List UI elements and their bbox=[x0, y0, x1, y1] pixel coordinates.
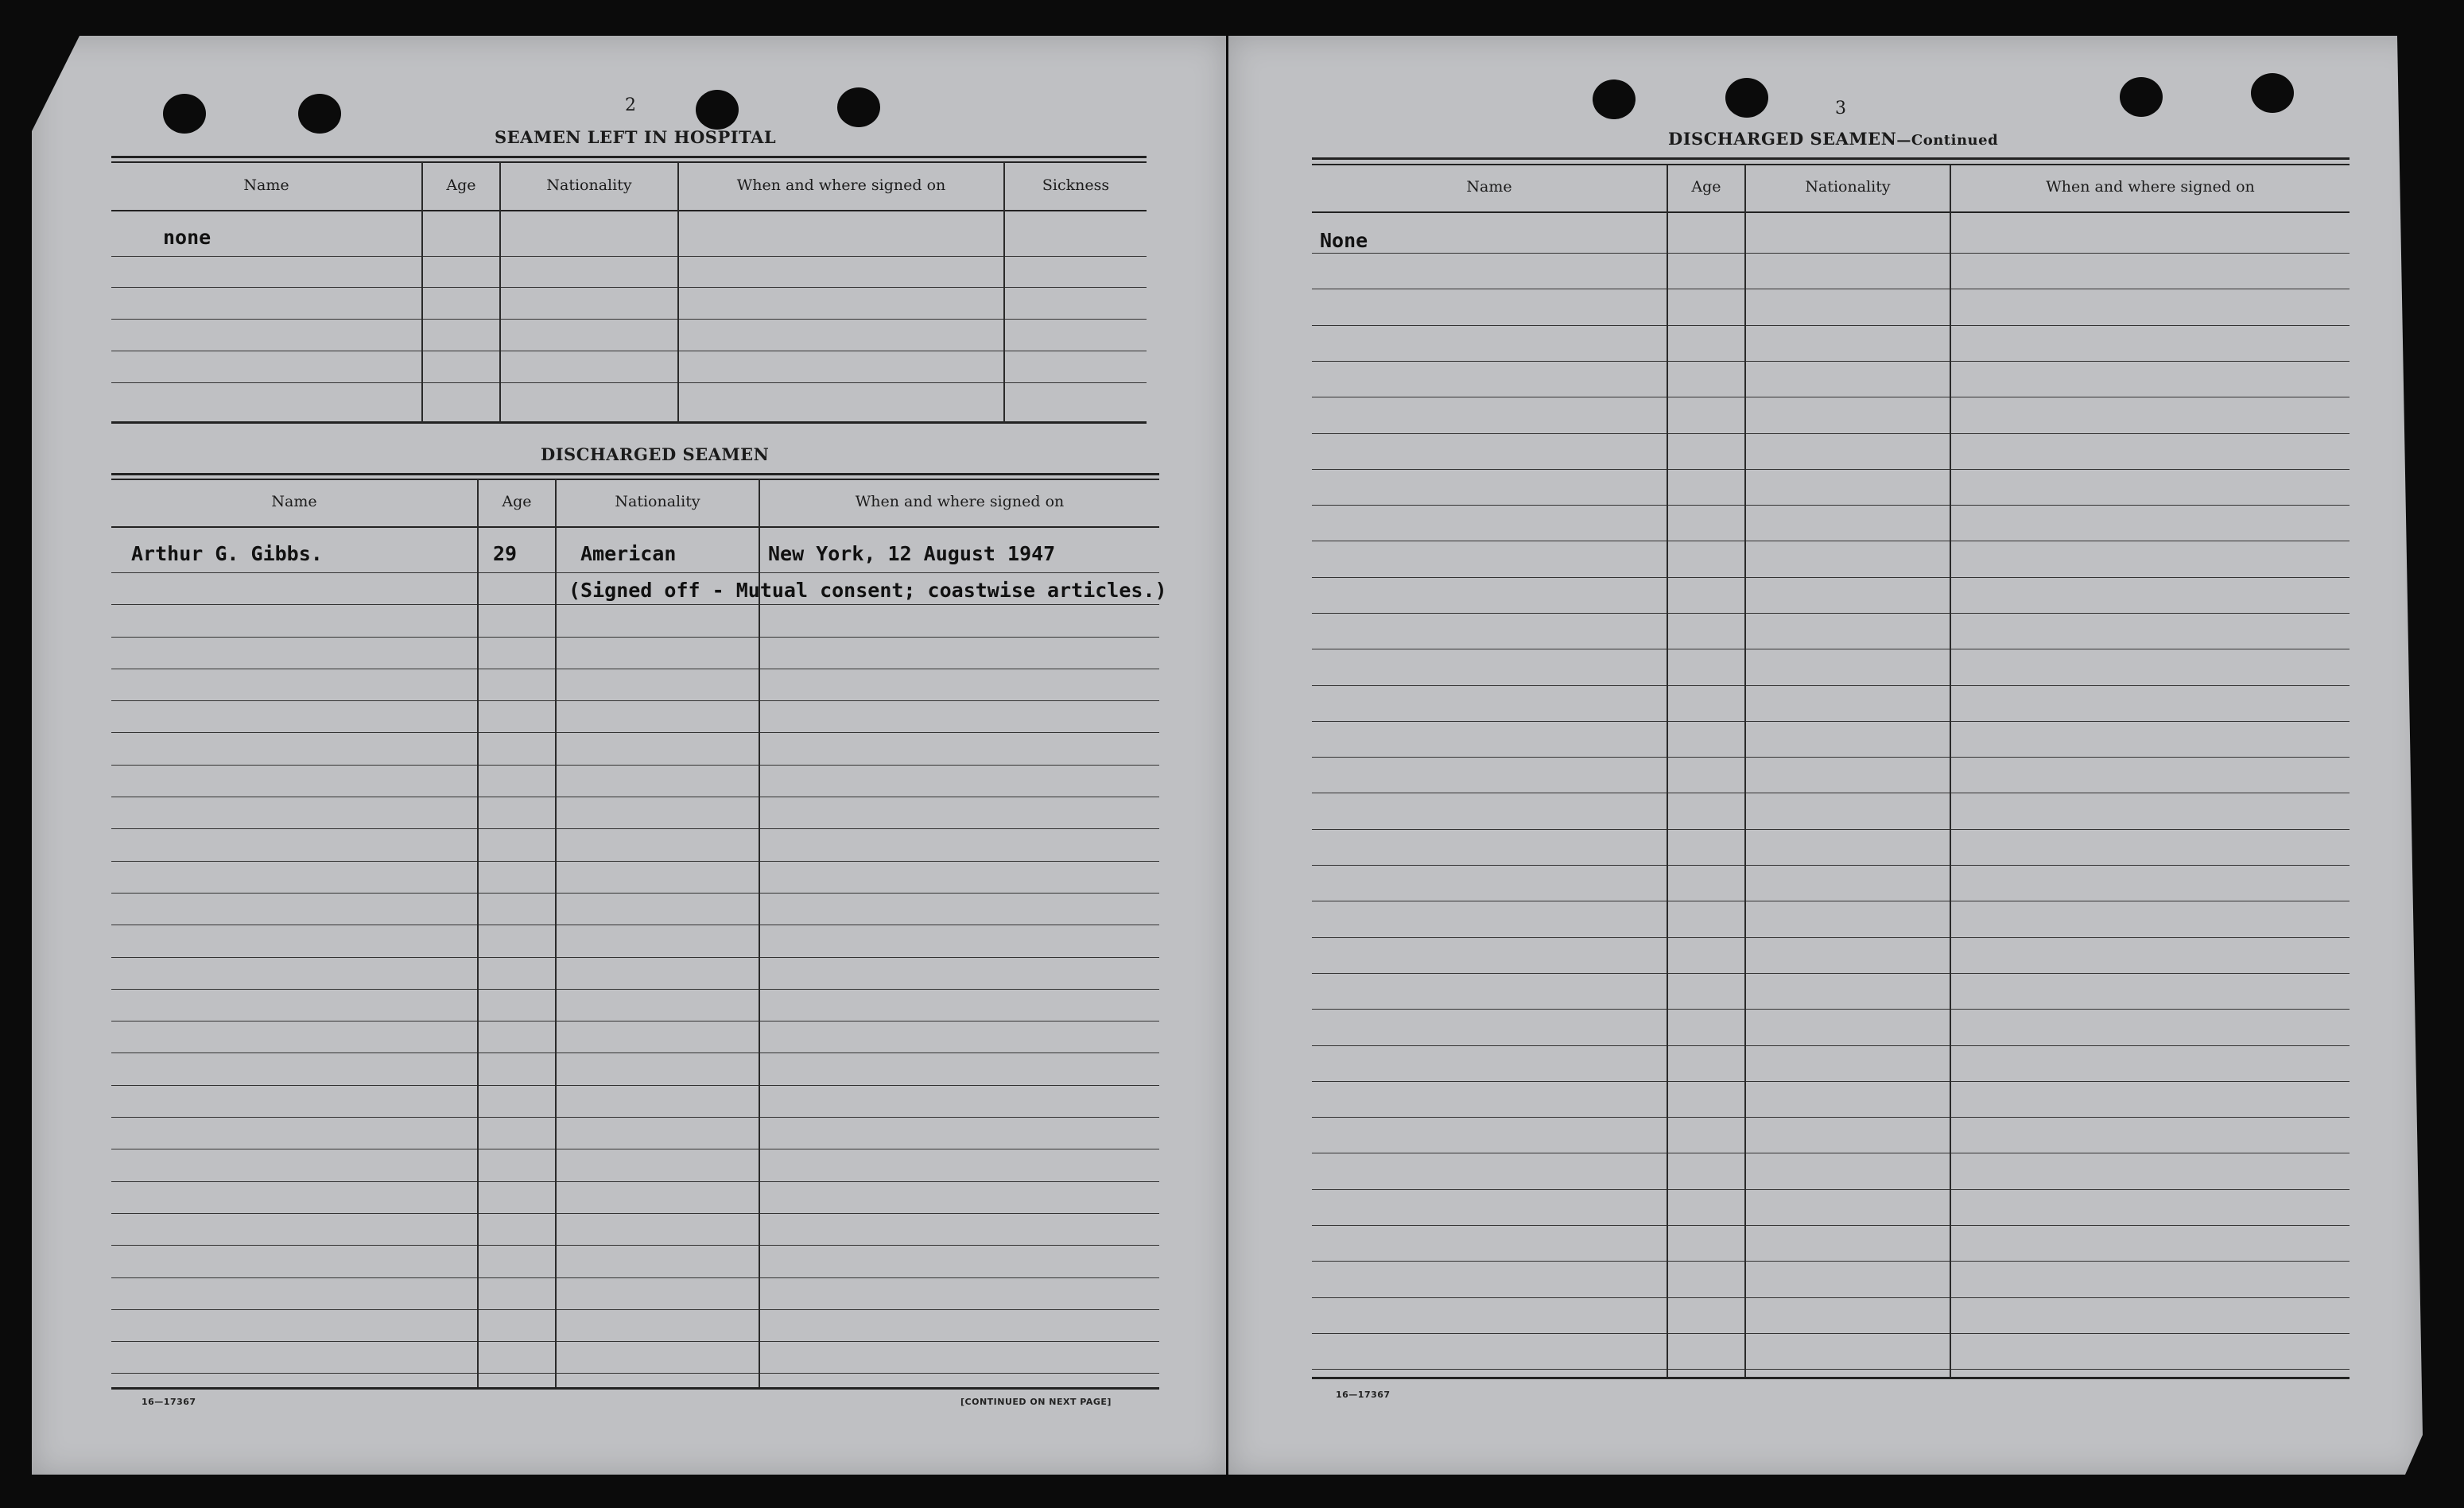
ruled-line bbox=[111, 700, 1159, 701]
ruled-line bbox=[111, 828, 1159, 829]
ruled-line bbox=[111, 637, 1159, 638]
ruled-line bbox=[1312, 1045, 2350, 1046]
punch-hole bbox=[1725, 78, 1768, 118]
table-rule bbox=[1312, 1377, 2350, 1379]
ruled-line bbox=[1312, 1333, 2350, 1334]
ruled-line bbox=[111, 1213, 1159, 1214]
discharged-continued-title bbox=[1668, 129, 1998, 149]
ruled-line bbox=[111, 1277, 1159, 1278]
ruled-line bbox=[1312, 1189, 2350, 1190]
column-header-signed-on: When and where signed on bbox=[736, 176, 946, 194]
ruled-line bbox=[1312, 1261, 2350, 1262]
ruled-line bbox=[1312, 469, 2350, 470]
discharged-name: Arthur G. Gibbs. bbox=[131, 542, 323, 565]
ruled-line bbox=[111, 1245, 1159, 1246]
table-rule bbox=[1312, 157, 2350, 160]
punch-hole bbox=[837, 87, 880, 127]
ruled-line bbox=[1312, 757, 2350, 758]
table-rule bbox=[111, 1387, 1159, 1390]
ruled-line bbox=[111, 604, 1159, 605]
table-rule bbox=[111, 473, 1159, 475]
ruled-line bbox=[1312, 1081, 2350, 1082]
punch-hole bbox=[163, 94, 206, 134]
discharged-nationality: American bbox=[580, 542, 677, 565]
table-rule bbox=[111, 210, 1147, 211]
table-rule bbox=[1312, 211, 2350, 213]
ruled-line bbox=[1312, 721, 2350, 722]
table-rule bbox=[111, 479, 1159, 480]
ruled-line bbox=[1312, 1225, 2350, 1226]
ruled-line bbox=[1312, 865, 2350, 866]
discharged-continued-entry: None bbox=[1320, 229, 1368, 252]
ruled-line bbox=[1312, 1297, 2350, 1298]
table-rule bbox=[111, 156, 1147, 158]
form-number: 16—17367 bbox=[142, 1397, 196, 1407]
ruled-line bbox=[111, 1373, 1159, 1374]
ruled-line bbox=[1312, 829, 2350, 830]
section-title-suffix: —Continued bbox=[1896, 132, 1999, 149]
ruled-line bbox=[111, 765, 1159, 766]
column-header-nationality: Nationality bbox=[1805, 178, 1891, 196]
right-page bbox=[1228, 36, 2423, 1475]
ruled-line bbox=[111, 732, 1159, 733]
ruled-line bbox=[1312, 433, 2350, 434]
ruled-line bbox=[1312, 253, 2350, 254]
ruled-line bbox=[111, 957, 1159, 958]
punch-hole bbox=[2251, 73, 2294, 113]
left-page bbox=[32, 36, 1226, 1475]
ruled-line bbox=[1312, 685, 2350, 686]
ruled-line bbox=[111, 572, 1159, 573]
hospital-section-title: SEAMEN LEFT IN HOSPITAL bbox=[495, 127, 777, 147]
ruled-line bbox=[1312, 973, 2350, 974]
ruled-line bbox=[1312, 361, 2350, 362]
page-number: 3 bbox=[1835, 99, 1847, 118]
punch-hole bbox=[298, 94, 341, 134]
discharged-section-title: DISCHARGED SEAMEN bbox=[541, 444, 770, 464]
table-rule bbox=[111, 421, 1147, 424]
column-header-name: Name bbox=[1466, 178, 1512, 196]
table-rule bbox=[111, 161, 1147, 163]
column-header-signed-on: When and where signed on bbox=[855, 493, 1065, 510]
column-header-sickness: Sickness bbox=[1042, 176, 1110, 194]
ruled-line bbox=[1312, 577, 2350, 578]
ruled-line bbox=[1312, 1009, 2350, 1010]
discharge-note: (Signed off - Mutual consent; coastwise articles.) bbox=[568, 579, 1167, 602]
column-header-name: Name bbox=[271, 493, 317, 510]
ruled-line bbox=[1312, 325, 2350, 326]
column-header-age: Age bbox=[446, 176, 476, 194]
discharged-age: 29 bbox=[493, 542, 518, 565]
continued-note: [CONTINUED ON NEXT PAGE] bbox=[960, 1397, 1112, 1407]
ruled-line bbox=[111, 861, 1159, 862]
ruled-line bbox=[1312, 613, 2350, 614]
ruled-line bbox=[1312, 1369, 2350, 1370]
discharged-signed-on: New York, 12 August 1947 bbox=[768, 542, 1056, 565]
column-header-signed-on: When and where signed on bbox=[2046, 178, 2255, 196]
ruled-line bbox=[111, 989, 1159, 990]
ruled-line bbox=[111, 1341, 1159, 1342]
ruled-line bbox=[111, 1309, 1159, 1310]
ruled-line bbox=[1312, 937, 2350, 938]
page-number: 2 bbox=[625, 95, 637, 115]
column-header-name: Name bbox=[243, 176, 289, 194]
ruled-line bbox=[111, 1181, 1159, 1182]
ruled-line bbox=[1312, 505, 2350, 506]
ruled-line bbox=[111, 1117, 1159, 1118]
table-rule bbox=[1312, 164, 2350, 165]
section-title-text: DISCHARGED SEAMEN bbox=[1668, 129, 1897, 149]
table-rule bbox=[111, 526, 1159, 528]
ruled-line bbox=[1312, 1117, 2350, 1118]
column-header-age: Age bbox=[502, 493, 532, 510]
ruled-line bbox=[111, 1052, 1159, 1053]
punch-hole bbox=[2120, 77, 2163, 117]
punch-hole bbox=[1593, 79, 1636, 119]
ruled-line bbox=[111, 893, 1159, 894]
column-header-nationality: Nationality bbox=[546, 176, 632, 194]
ruled-line bbox=[111, 1085, 1159, 1086]
form-number: 16—17367 bbox=[1336, 1390, 1391, 1400]
column-header-nationality: Nationality bbox=[615, 493, 700, 510]
column-header-age: Age bbox=[1691, 178, 1721, 196]
punch-hole bbox=[696, 90, 739, 130]
hospital-entry: none bbox=[163, 226, 211, 249]
